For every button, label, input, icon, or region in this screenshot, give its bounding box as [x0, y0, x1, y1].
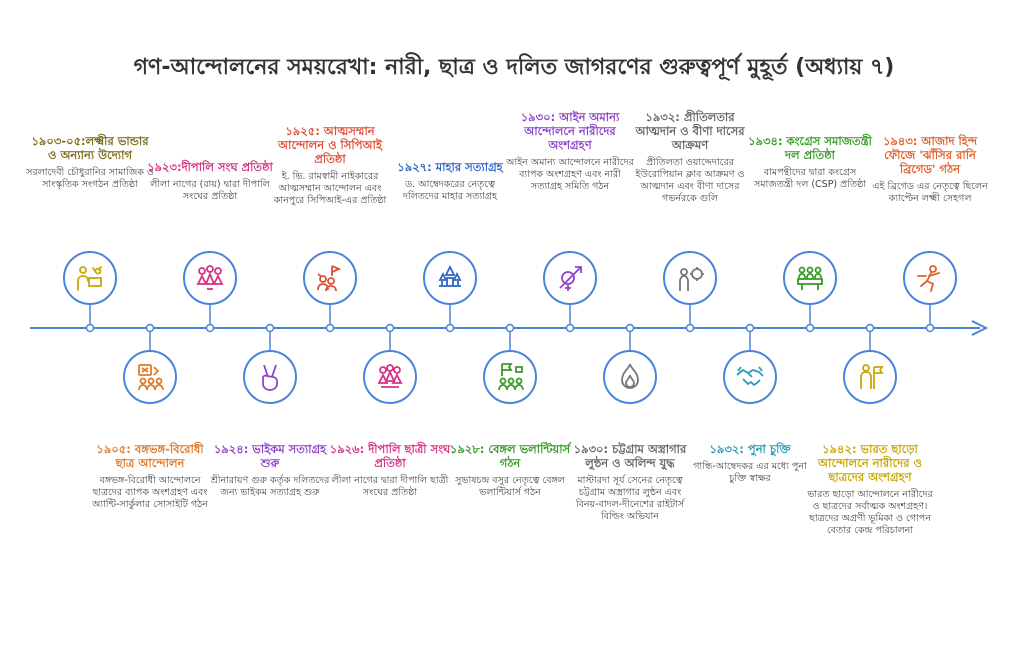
page-title: গণ-আন্দোলনের সময়রেখা: নারী, ছাত্র ও দলিত জাগরণের গুরুত্বপূর্ণ মুহূর্ত (অধ্যায় ৭)	[133, 55, 895, 80]
event-1928	[446, 442, 574, 499]
soldier-icon	[903, 251, 957, 305]
event-1932-poona	[686, 442, 814, 485]
flag-bearer-icon	[843, 350, 897, 404]
event-text: ড. আম্বেদকরের নেতৃত্বে দলিতদের মাহার সত্যাগ্রহ	[402, 179, 497, 202]
event-heading: ১৯৩২: প্রীতিলতার আত্মদান ও বীণা দাসের আক্রমণ	[635, 110, 745, 152]
event-text: লীলা নাগের (রায়) দ্বারা দীপালি সংঘের প্রতিষ্ঠা	[150, 179, 270, 202]
event-text: ভারত ছাড়ো আন্দোলনে নারীদের ও ছাত্রদের সর্বাত্মক অংশগ্রহণ। ছাত্রদের অগ্রণী ভূমিকা ও গোপন বেতার কেন্দ্র পরিচালনা	[807, 489, 933, 536]
event-text: মাস্টারদা সূর্য সেনের নেতৃত্বে চট্টগ্রাম অস্ত্রাগার লুন্ঠন এবং বিনয়-বাদল-দীনেশের রাইটার্স বিল্ডিং অভিযান	[575, 475, 685, 522]
event-heading: ১৯০৩-০৫:লক্ষ্মীর ভান্ডার ও অন্যান্য উদ্যোগ	[31, 134, 149, 162]
event-1932-pritilata	[626, 110, 754, 205]
event-text: সরলাদেবী চৌধুরানির সামাজিক ও সাংস্কৃতিক সংগঠন প্রতিষ্ঠা	[26, 167, 154, 190]
women-group-icon	[183, 251, 237, 305]
event-text: আইন অমান্য আন্দোলনে নারীদের ব্যাপক অংশগ্রহণ এবং নারী সত্যাগ্রহ সমিতি গঠন	[506, 157, 634, 192]
teacher-icon	[63, 251, 117, 305]
event-text: এই ব্রিগেড এর নেতৃত্বে ছিলেন ক্যাপ্টেন লক্ষ্মী সেহগল	[872, 181, 988, 204]
event-heading: ১৯৩০: চট্টগ্রাম অস্ত্রাগার লুন্ঠন ও অলিন্দ যুদ্ধ	[573, 442, 687, 470]
event-text: লীলা নাগের দ্বারা দীপালি ছাত্রী সংঘের প্রতিষ্ঠা	[331, 475, 449, 498]
event-heading: ১৯২৩:দীপালি সংঘ প্রতিষ্ঠা	[147, 160, 273, 174]
event-1930-women	[506, 110, 634, 193]
volunteers-icon	[483, 350, 537, 404]
female-protest-icon	[543, 251, 597, 305]
handshake-icon	[723, 350, 777, 404]
target-person-icon	[663, 251, 717, 305]
event-1924	[206, 442, 334, 499]
event-heading: ১৯৩২: পুনা চুক্তি	[709, 442, 791, 456]
event-text: সুভাষচন্দ্র বসুর নেতৃত্বে বেঙ্গল ভলান্টিয়ার্স গঠন	[455, 475, 565, 498]
event-1905	[86, 442, 214, 511]
event-heading: ১৯২৪: ভাইকম সত্যাগ্রহ শুরু	[213, 442, 327, 470]
flame-icon	[603, 350, 657, 404]
event-1925	[266, 124, 394, 207]
event-heading: ১৯২৭: মাহার সত্যাগ্রহ	[397, 160, 503, 174]
event-1923	[146, 160, 274, 203]
event-text: শ্রীনারায়ণ গুরু কর্তৃক দলিতদের জন্য ভাইকম সত্যাগ্রহ শুরু	[210, 475, 330, 498]
victory-hand-icon	[243, 350, 297, 404]
event-1903	[26, 134, 154, 191]
event-heading: ১৯৪৩: আজাদ হিন্দ ফৌজে 'ঝাঁসির রানি ব্রিগেড' গঠন	[882, 134, 978, 176]
flag-people-icon	[303, 251, 357, 305]
event-1926	[326, 442, 454, 499]
student-protest-icon	[123, 350, 177, 404]
event-heading: ১৯২৫: আত্মসম্মান আন্দোলন ও সিপিআই প্রতিষ্ঠা	[278, 124, 382, 166]
event-heading: ১৯২৮: বেঙ্গল ভলান্টিয়ার্স গঠন	[449, 442, 571, 470]
event-text: বঙ্গভঙ্গ-বিরোধী আন্দোলনে ছাত্রদের ব্যাপক অংশগ্রহণ এবং অ্যান্টি-সার্কুলার সোসাইটি গঠন	[92, 475, 208, 510]
event-1927	[386, 160, 514, 203]
event-heading: ১৯২৬: দীপালি ছাত্রী সংঘ প্রতিষ্ঠা	[329, 442, 451, 470]
event-heading: ১৯৩৪: কংগ্রেস সমাজতন্ত্রী দল প্রতিষ্ঠা	[748, 134, 872, 162]
event-heading: ১৯৪২: ভারত ছাড়ো আন্দোলনে নারীদের ও ছাত্রদের অংশগ্রহণ	[818, 442, 922, 484]
water-pot-icon	[423, 251, 477, 305]
girl-students-icon	[363, 350, 417, 404]
event-heading: ১৯৩০: আইন অমান্য আন্দোলনে নারীদের অংশগ্রহণ	[520, 110, 620, 152]
event-1930-chittagong	[566, 442, 694, 523]
assembly-icon	[783, 251, 837, 305]
event-text: গান্ধি-আম্বেদকর এর মধ্যে পুনা চুক্তি স্বাক্ষর	[693, 461, 807, 484]
event-text: প্রীতিলতা ওয়াদ্দেদারের ইউরোপিয়ান ক্লাব আক্রমণ ও আত্মদান এবং বীণা দাসের গভর্নরকে গুলি	[635, 157, 745, 204]
event-text: বামপন্থীদের দ্বারা কংগ্রেস সমাজতন্ত্রী দল (CSP) প্রতিষ্ঠা	[753, 167, 867, 190]
event-1943	[866, 134, 994, 205]
event-heading: ১৯০৫: বঙ্গভঙ্গ-বিরোধী ছাত্র আন্দোলন	[96, 442, 204, 470]
event-1942	[806, 442, 934, 537]
event-1934	[746, 134, 874, 191]
event-text: ই. ভি. রামস্বামী নাইকারের আত্মসম্মান আন্দোলন এবং কানপুরে সিপিআই-এর প্রতিষ্ঠা	[273, 171, 387, 206]
